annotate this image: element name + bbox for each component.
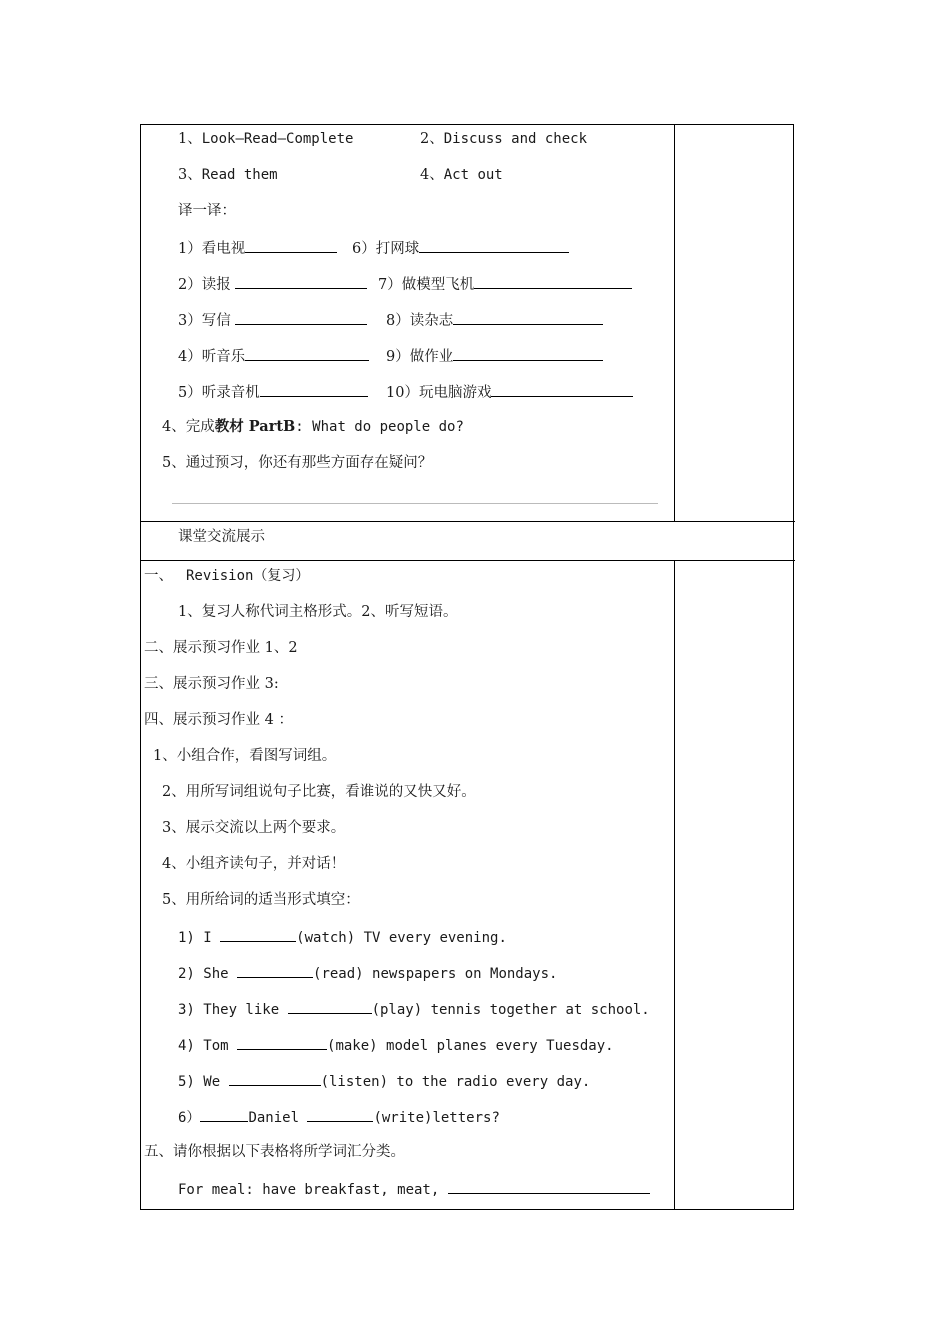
row-divider-1 [140, 521, 795, 522]
section-5-meal-line: For meal: have breakfast, meat, [178, 1179, 650, 1199]
phrase-3: 3）写信 [178, 310, 367, 330]
step-3: 3、Read them [178, 167, 278, 183]
section-4-item-5: 5、用所给词的适当形式填空： [162, 892, 360, 908]
section-header: 课堂交流展示 [178, 529, 265, 545]
step-4: 4、Act out [420, 167, 503, 183]
section-1-title: Revision（复习） [186, 568, 310, 584]
preview-item-5: 5、通过预习，你还有那些方面存在疑问？ [162, 455, 433, 471]
phrase-9: 9）做作业 [386, 346, 603, 366]
translate-title: 译一译： [178, 203, 236, 219]
fill-sentence-6: 6） Daniel (write)letters? [178, 1107, 500, 1127]
phrase-10: 10）玩电脑游戏 [386, 382, 633, 402]
section-4-item-2: 2、用所写词组说句子比赛，看谁说的又快又好。 [162, 784, 476, 800]
fill-sentence-5: 5) We (listen) to the radio every day. [178, 1071, 590, 1091]
phrase-7: 7）做模型飞机 [378, 274, 632, 294]
section-3: 三、展示预习作业 3: [144, 676, 279, 692]
section-1-number: 一、 [144, 568, 173, 584]
section-2: 二、展示预习作业 1、2 [144, 640, 298, 656]
fill-sentence-3: 3) They like (play) tennis together at school. [178, 999, 650, 1019]
column-divider-top [674, 124, 675, 522]
section-4-item-3: 3、展示交流以上两个要求。 [162, 820, 346, 836]
fill-sentence-2: 2) She (read) newspapers on Mondays. [178, 963, 557, 983]
phrase-6: 6）打网球 [352, 238, 569, 258]
section-5: 五、请你根据以下表格将所学词汇分类。 [144, 1144, 405, 1160]
fill-sentence-4: 4) Tom (make) model planes every Tuesday. [178, 1035, 614, 1055]
fill-sentence-1: 1) I (watch) TV every evening. [178, 927, 507, 947]
column-divider-bottom [674, 560, 675, 1210]
section-4: 四、展示预习作业 4 ： [144, 712, 293, 728]
step-1: 1、Look—Read—Complete [178, 131, 354, 147]
phrase-4: 4）听音乐 [178, 346, 369, 366]
row-divider-2 [140, 560, 795, 561]
preview-item-4: 4、完成教材 PartB: What do people do? [162, 418, 464, 435]
section-4-item-4: 4、小组齐读句子，并对话！ [162, 856, 346, 872]
phrase-8: 8）读杂志 [386, 310, 603, 330]
phrase-1: 1）看电视 [178, 238, 337, 258]
phrase-2: 2）读报 [178, 274, 367, 294]
phrase-5: 5）听录音机 [178, 382, 368, 402]
step-2: 2、Discuss and check [420, 131, 588, 147]
section-1-sub: 1、复习人称代词主格形式。2、听写短语。 [178, 604, 458, 620]
section-4-item-1: 1、小组合作，看图写词组。 [153, 748, 337, 764]
answer-line [172, 503, 658, 504]
